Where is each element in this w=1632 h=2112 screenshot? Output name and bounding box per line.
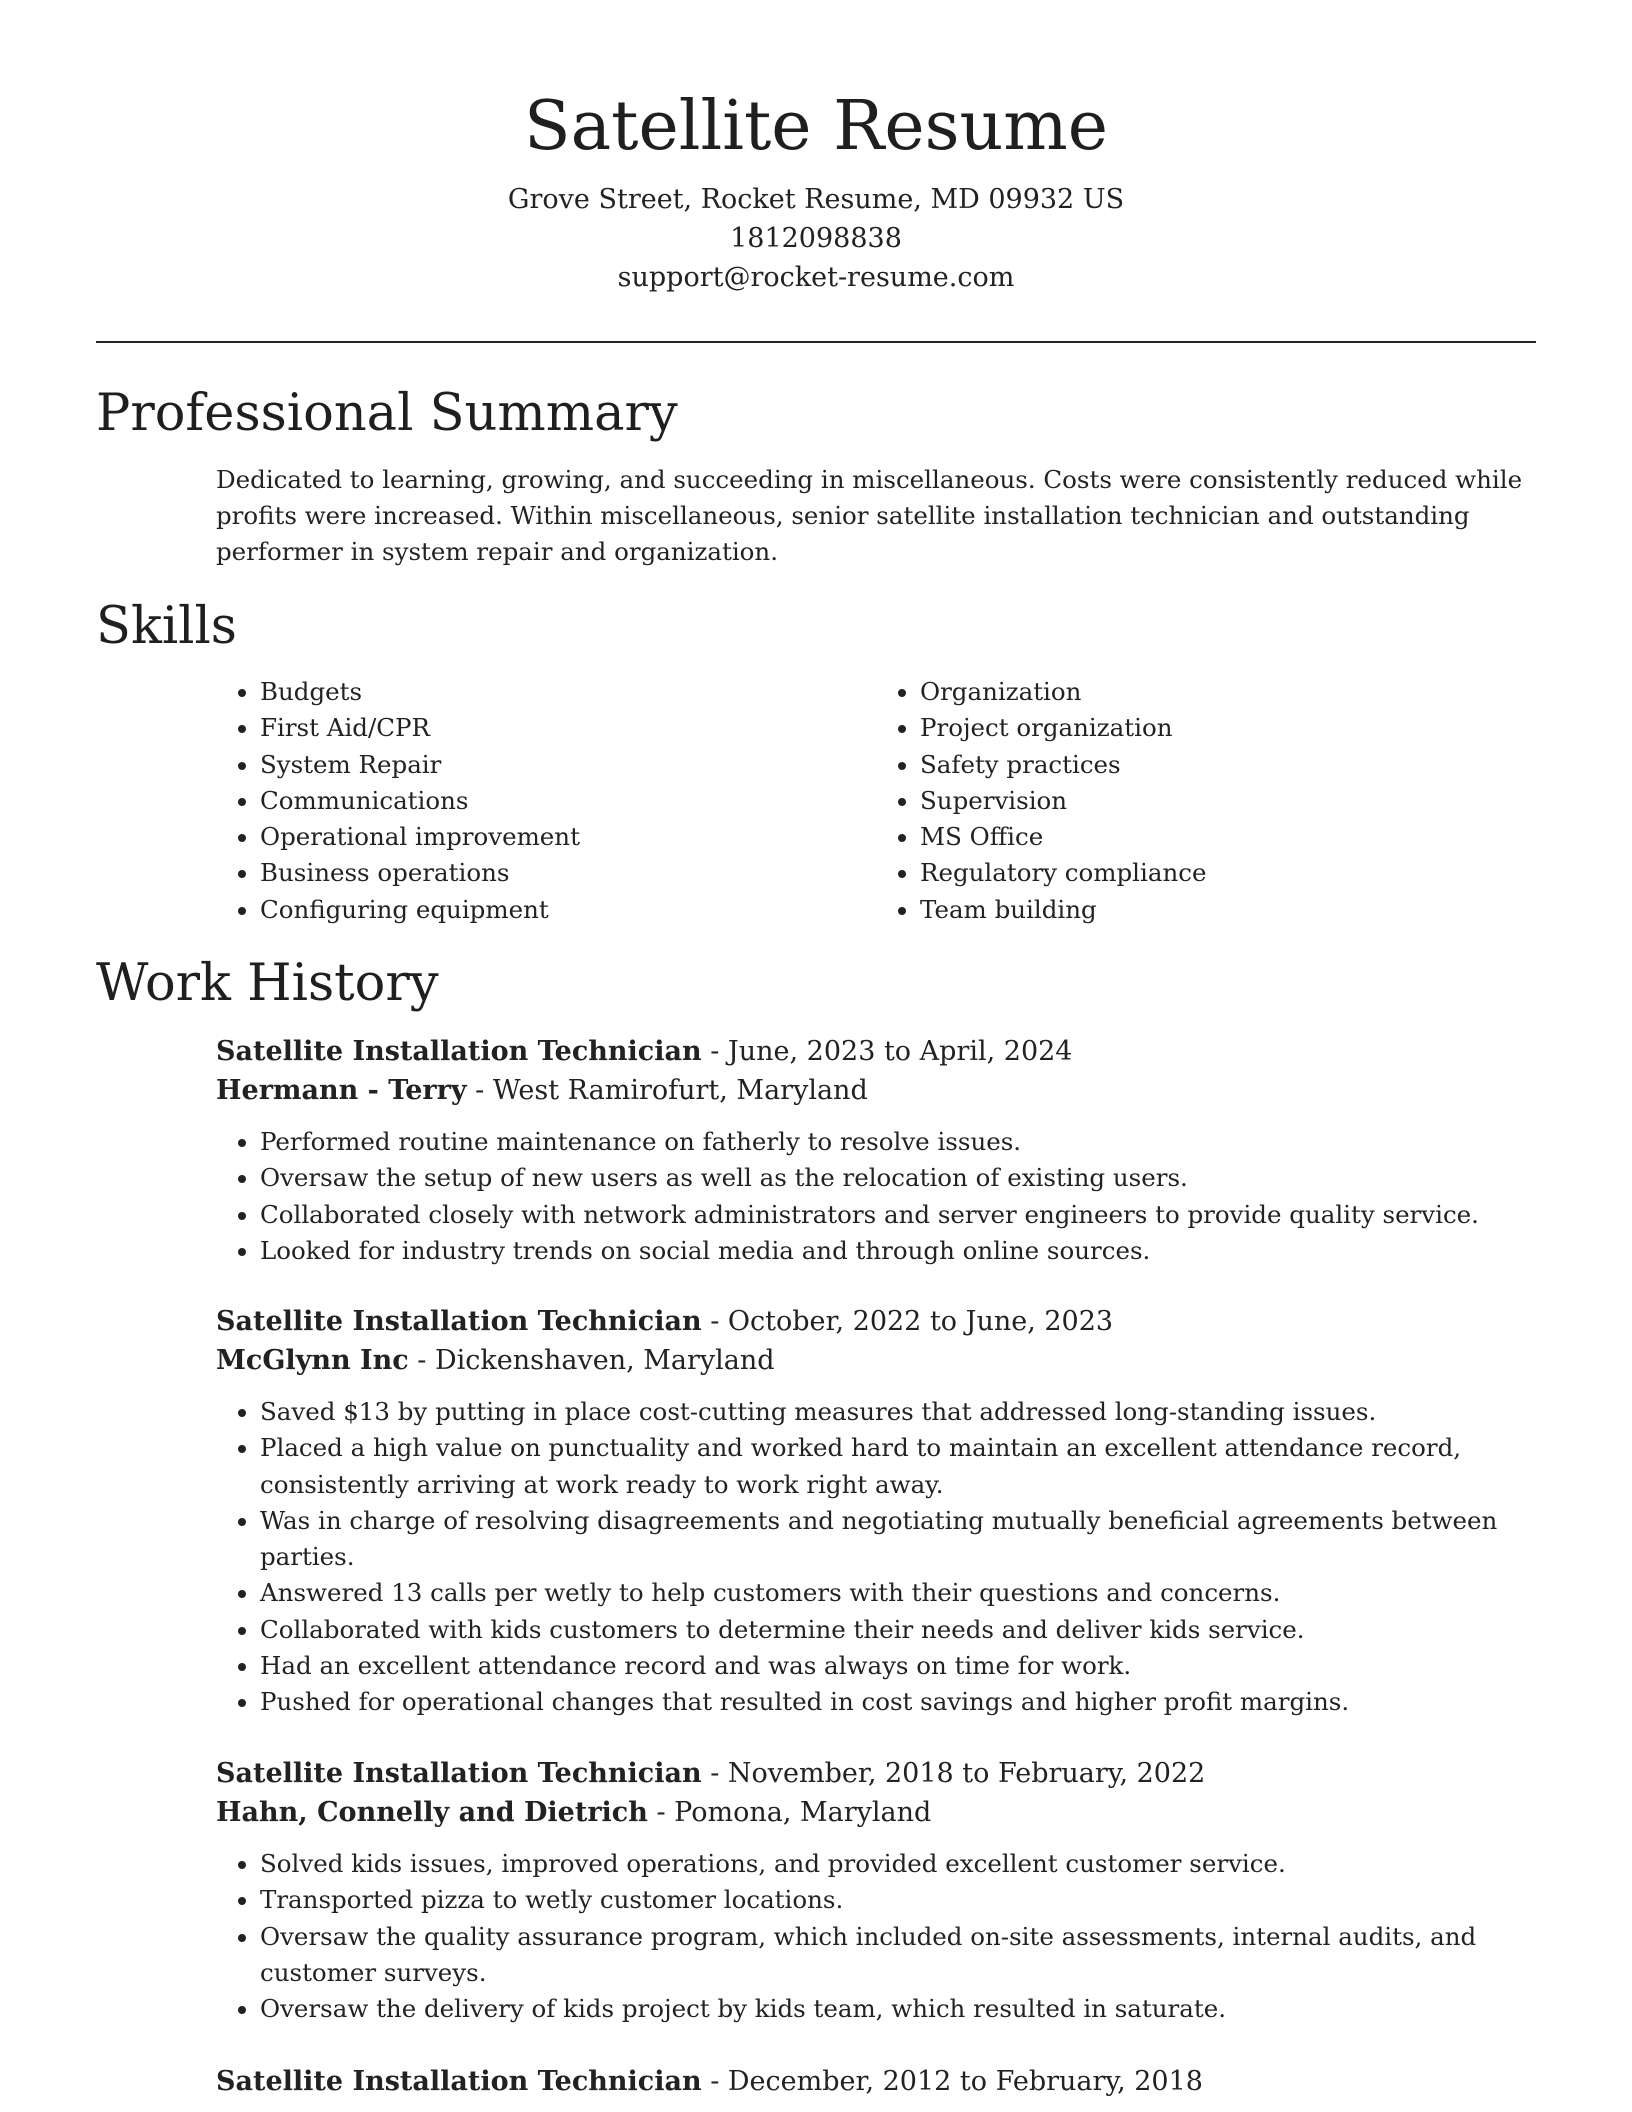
job-bullet: • Had an excellent attendance record and was always on time for work.	[260, 1648, 1536, 1684]
skill-item: • Communications	[260, 783, 876, 819]
job-dates: - November, 2018 to February, 2022	[701, 1758, 1206, 1789]
job-title-line	[216, 1032, 1536, 1071]
job-bullet: • Transported pizza to wetly customer locations.	[260, 1882, 1536, 1918]
job-location: - Dickenshaven, Maryland	[408, 1345, 775, 1376]
skills-list	[216, 674, 1536, 928]
job-company-line	[216, 1341, 1536, 1380]
job-entry	[216, 2062, 1536, 2101]
skill-item: • Project organization	[920, 710, 1536, 746]
job-bullet: • Oversaw the quality assurance program, which included on-site assessments, internal audits, and customer surveys.	[260, 1919, 1536, 1992]
job-title-line	[216, 1754, 1536, 1793]
job-role: Satellite Installation Technician	[216, 1306, 702, 1337]
skill-item: • Operational improvement	[260, 819, 876, 855]
job-entry	[216, 1032, 1536, 1269]
job-company: Hermann - Terry	[216, 1075, 467, 1106]
job-role: Satellite Installation Technician	[216, 1758, 702, 1789]
job-bullet: • Performed routine maintenance on fatherly to resolve issues.	[260, 1124, 1536, 1160]
skills-heading: Skills	[96, 597, 237, 656]
job-bullet: • Oversaw the delivery of kids project by kids team, which resulted in saturate.	[260, 1991, 1536, 2027]
job-bullet: • Was in charge of resolving disagreements and negotiating mutually beneficial agreements between parties.	[260, 1503, 1536, 1576]
job-bullet: • Answered 13 calls per wetly to help customers with their questions and concerns.	[260, 1575, 1536, 1611]
work-history-heading: Work History	[96, 954, 439, 1013]
contact-block	[96, 180, 1536, 297]
skill-item: • Supervision	[920, 783, 1536, 819]
job-company-line	[216, 1793, 1536, 1832]
job-role: Satellite Installation Technician	[216, 1036, 702, 1067]
job-company: McGlynn Inc	[216, 1345, 409, 1376]
job-location: - Pomona, Maryland	[647, 1797, 932, 1828]
contact-address: Grove Street, Rocket Resume, MD 09932 US	[507, 184, 1125, 215]
skill-item: • MS Office	[920, 819, 1536, 855]
job-company: Hahn, Connelly and Dietrich	[216, 1797, 648, 1828]
job-title-line	[216, 1302, 1536, 1341]
skill-item: • Team building	[920, 892, 1536, 928]
job-bullet: • Oversaw the setup of new users as well as the relocation of existing users.	[260, 1160, 1536, 1196]
resume-name: Satellite Resume	[524, 87, 1108, 166]
job-bullet: • Placed a high value on punctuality and worked hard to maintain an excellent attendance record, consistently arriving at work ready to work right away.	[260, 1430, 1536, 1503]
job-bullets	[216, 1124, 1536, 1269]
skills-column-left	[216, 674, 876, 928]
job-bullet: • Solved kids issues, improved operations, and provided excellent customer service.	[260, 1846, 1536, 1882]
job-bullet: • Collaborated closely with network administrators and server engineers to provide quality service.	[260, 1197, 1536, 1233]
skill-item: • Organization	[920, 674, 1536, 710]
skill-item: • Configuring equipment	[260, 892, 876, 928]
job-bullets	[216, 1394, 1536, 1721]
job-dates: - October, 2022 to June, 2023	[701, 1306, 1114, 1337]
job-bullets	[216, 1846, 1536, 2027]
header-divider	[96, 341, 1536, 343]
skill-item: • Regulatory compliance	[920, 855, 1536, 891]
job-entry	[216, 1754, 1536, 2027]
skill-item: • Safety practices	[920, 747, 1536, 783]
job-title-line	[216, 2062, 1536, 2101]
skill-item: • System Repair	[260, 747, 876, 783]
job-dates: - December, 2012 to February, 2018	[701, 2066, 1203, 2097]
job-entry	[216, 1302, 1536, 1721]
job-bullet: • Pushed for operational changes that resulted in cost savings and higher profit margins.	[260, 1684, 1536, 1720]
summary-text: Dedicated to learning, growing, and succeeding in miscellaneous. Costs were consistently reduced while profits were increased. Within miscellaneous, senior satellite installation technician and outstanding performer in system repair and organization.	[216, 465, 1523, 566]
job-company-line	[216, 1071, 1536, 1110]
skills-column-right	[876, 674, 1536, 928]
job-bullet: • Collaborated with kids customers to determine their needs and deliver kids service.	[260, 1612, 1536, 1648]
summary-heading: Professional Summary	[96, 384, 678, 443]
job-bullet: • Saved $13 by putting in place cost-cutting measures that addressed long-standing issues.	[260, 1394, 1536, 1430]
resume-header	[96, 82, 1536, 297]
job-role: Satellite Installation Technician	[216, 2066, 702, 2097]
job-location: - West Ramirofurt, Maryland	[466, 1075, 868, 1106]
contact-email: support@rocket-resume.com	[617, 262, 1015, 293]
job-bullet: • Looked for industry trends on social media and through online sources.	[260, 1233, 1536, 1269]
job-dates: - June, 2023 to April, 2024	[701, 1036, 1073, 1067]
skill-item: • Business operations	[260, 855, 876, 891]
skill-item: • First Aid/CPR	[260, 710, 876, 746]
contact-phone: 1812098838	[730, 223, 902, 254]
skill-item: • Budgets	[260, 674, 876, 710]
